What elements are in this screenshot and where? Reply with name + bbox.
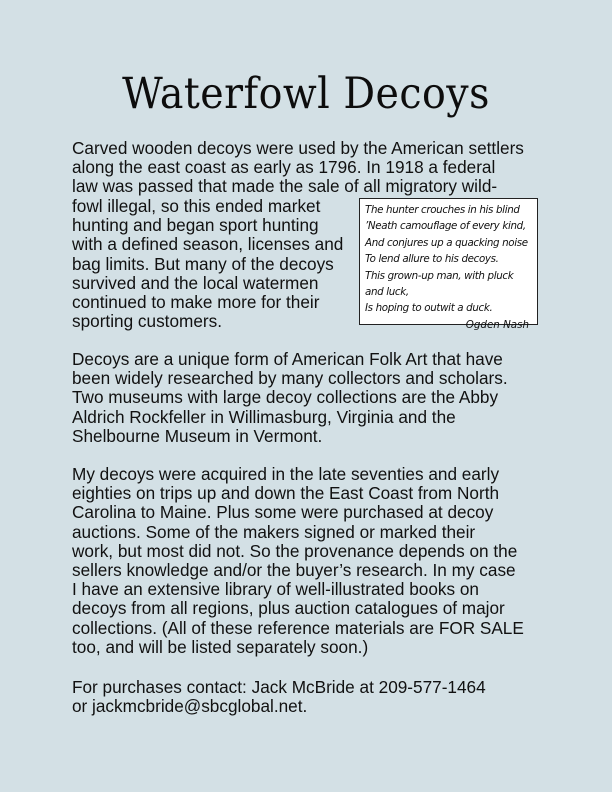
paragraph-line: fowl illegal, so this ended market <box>72 196 321 216</box>
poem-line: To lend allure to his decoys. <box>365 253 499 266</box>
paragraph-line: sellers knowledge and/or the buyer’s research. In my case <box>72 560 516 581</box>
paragraph-line: sporting customers. <box>72 311 222 332</box>
poem-author: Ogden Nash <box>465 318 529 331</box>
poem-line: ’Neath camouflage of every kind, <box>365 220 526 233</box>
contact-line: For purchases contact: Jack McBride at 209-577-1464 <box>72 677 486 697</box>
paragraph-line: work, but most did not. So the provenance depends on the <box>72 540 518 561</box>
paragraph-line: too, and will be listed separately soon.) <box>72 636 369 657</box>
poem-callout-box <box>359 198 538 331</box>
paragraph-line: collections. (All of these reference materials are FOR SALE <box>72 617 524 638</box>
contact-paragraph <box>72 678 562 716</box>
paragraph-line: with a defined season, licenses and <box>72 234 344 255</box>
paragraph-1-top <box>72 139 562 197</box>
paragraph-2 <box>72 350 562 446</box>
poem-line: This grown-up man, with pluck <box>365 269 514 282</box>
paragraph-line: Aldrich Rockfeller in Willimasburg, Virginia and the <box>72 406 456 427</box>
paragraph-line: Decoys are a unique form of American Folk Art that have <box>72 349 503 369</box>
paragraph-line: Carolina to Maine. Plus some were purchased at decoy <box>72 502 494 523</box>
page-title: Waterfowl Decoys <box>122 69 490 119</box>
paragraph-line: along the east coast as early as 1796. In 1918 a federal <box>72 157 496 178</box>
paragraph-line: I have an extensive library of well-illustrated books on <box>72 579 479 600</box>
poem-line: The hunter crouches in his blind <box>365 204 520 216</box>
poem-line: and luck, <box>365 286 409 299</box>
paragraph-line: auctions. Some of the makers signed or marked their <box>72 521 476 542</box>
paragraph-1-wrapped <box>72 197 364 331</box>
paragraph-line: Carved wooden decoys were used by the American settlers <box>72 138 524 158</box>
poem-line: Is hoping to outwit a duck. <box>365 302 493 315</box>
poem-line: And conjures up a quacking noise <box>365 236 528 249</box>
paragraph-line: Shelbourne Museum in Vermont. <box>72 425 323 446</box>
paragraph-line: hunting and began sport hunting <box>72 215 319 236</box>
paragraph-line: continued to make more for their <box>72 292 320 313</box>
paragraph-line: survived and the local watermen <box>72 272 319 293</box>
paragraph-line: been widely researched by many collectors and scholars. <box>72 368 508 389</box>
paragraph-line: My decoys were acquired in the late seventies and early <box>72 464 500 484</box>
paragraph-line: Two museums with large decoy collections are the Abby <box>72 387 499 408</box>
paragraph-line: law was passed that made the sale of all migratory wild- <box>72 176 498 197</box>
paragraph-3 <box>72 465 562 657</box>
paragraph-line: bag limits. But many of the decoys <box>72 253 334 274</box>
paragraph-line: eighties on trips up and down the East Coast from North <box>72 483 500 504</box>
contact-line: or jackmcbride@sbcglobal.net. <box>72 696 308 717</box>
paragraph-line: decoys from all regions, plus auction catalogues of major <box>72 598 505 619</box>
